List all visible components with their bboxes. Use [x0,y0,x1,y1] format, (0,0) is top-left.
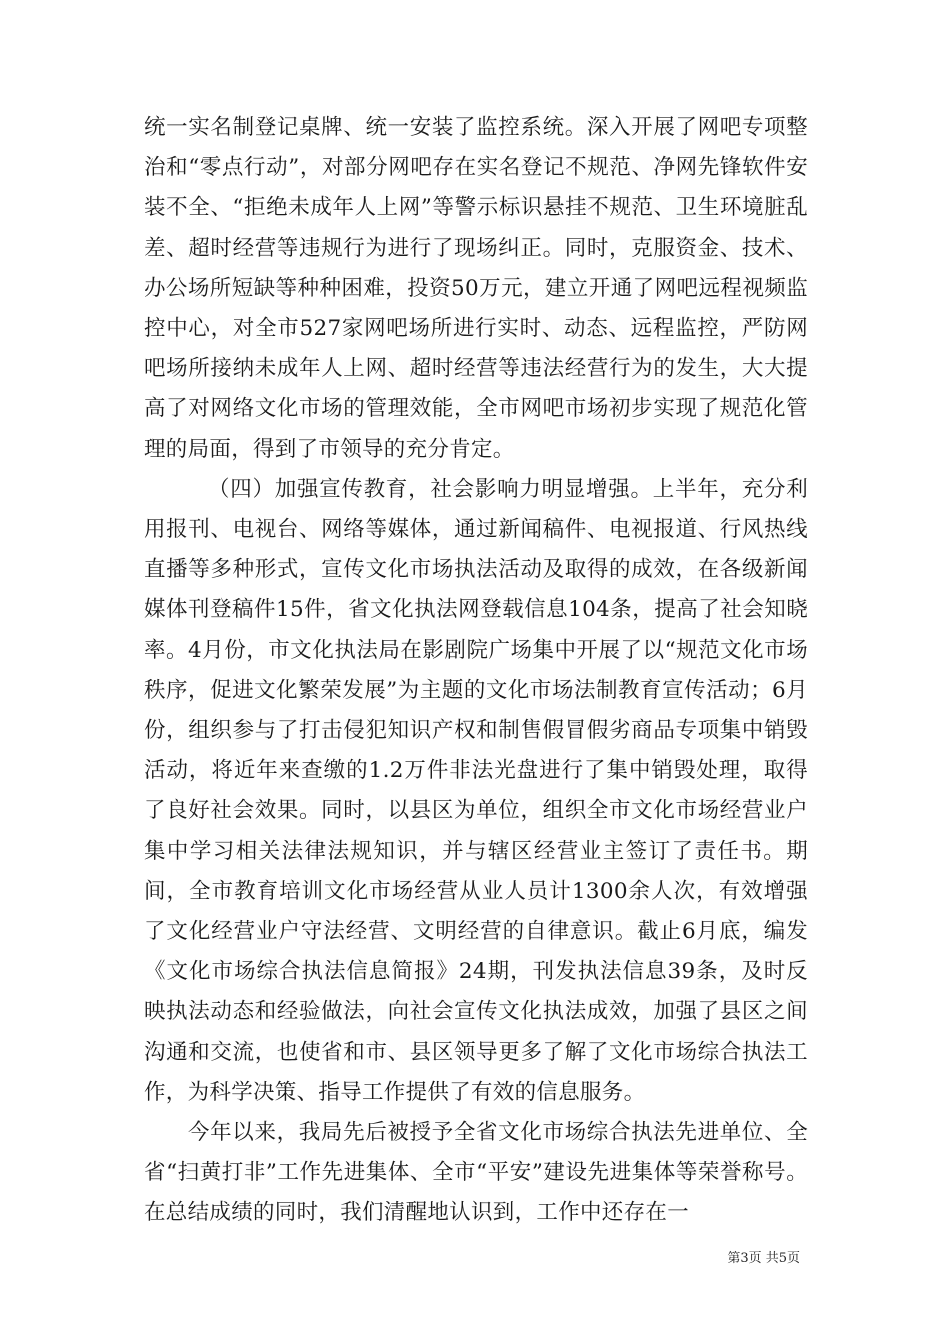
document-body [144,108,808,1234]
paragraph-continued: 统一实名制登记桌牌、统一安装了监控系统。深入开展了网吧专项整治和“零点行动”，对部分网吧存在实名登记不规范、净网先锋软件安装不全、“拒绝未成年人上网”等警示标识悬挂不规范、卫生环境脏乱差、超时经营等违规行为进行了现场纠正。同时，克服资金、技术、办公场所短缺等种种困难，投资50万元，建立开通了网吧远程视频监控中心，对全市527家网吧场所进行实时、动态、远程监控，严防网吧场所接纳未成年人上网、超时经营等违法经营行为的发生，大大提高了对网络文化市场的管理效能，全市网吧市场初步实现了规范化管理的局面，得到了市领导的充分肯定。 [144,115,808,462]
page-number-footer: 第3页 共5页 [727,1251,800,1266]
paragraph-summary: 今年以来，我局先后被授予全省文化市场综合执法先进单位、全省“扫黄打非”工作先进集体、全市“平安”建设先进集体等荣誉称号。在总结成绩的同时，我们清醒地认识到，工作中还存在一 [144,1120,808,1226]
paragraph-section-four: （四）加强宣传教育，社会影响力明显增强。上半年，充分利用报刊、电视台、网络等媒体，通过新闻稿件、电视报道、行风热线直播等多种形式，宣传文化市场执法活动及取得的成效，在各级新闻媒体刊登稿件15件，省文化执法网登载信息104条，提高了社会知晓率。4月份，市文化执法局在影剧院广场集中开展了以“规范文化市场秩序，促进文化繁荣发展”为主题的文化市场法制教育宣传活动；6月份，组织参与了打击侵犯知识产权和制售假冒假劣商品专项集中销毁活动，将近年来查缴的1.2万件非法光盘进行了集中销毁处理，取得了良好社会效果。同时，以县区为单位，组织全市文化市场经营业户集中学习相关法律法规知识，并与辖区经营业主签订了责任书。期间，全市教育培训文化市场经营从业人员计1300余人次，有效增强了文化经营业户守法经营、文明经营的自律意识。截止6月底，编发《文化市场综合执法信息简报》24期，刊发执法信息39条，及时反映执法动态和经验做法，向社会宣传文化执法成效，加强了县区之间沟通和交流，也使省和市、县区领导更多了解了文化市场综合执法工作，为科学决策、指导工作提供了有效的信息服务。 [144,476,808,1105]
